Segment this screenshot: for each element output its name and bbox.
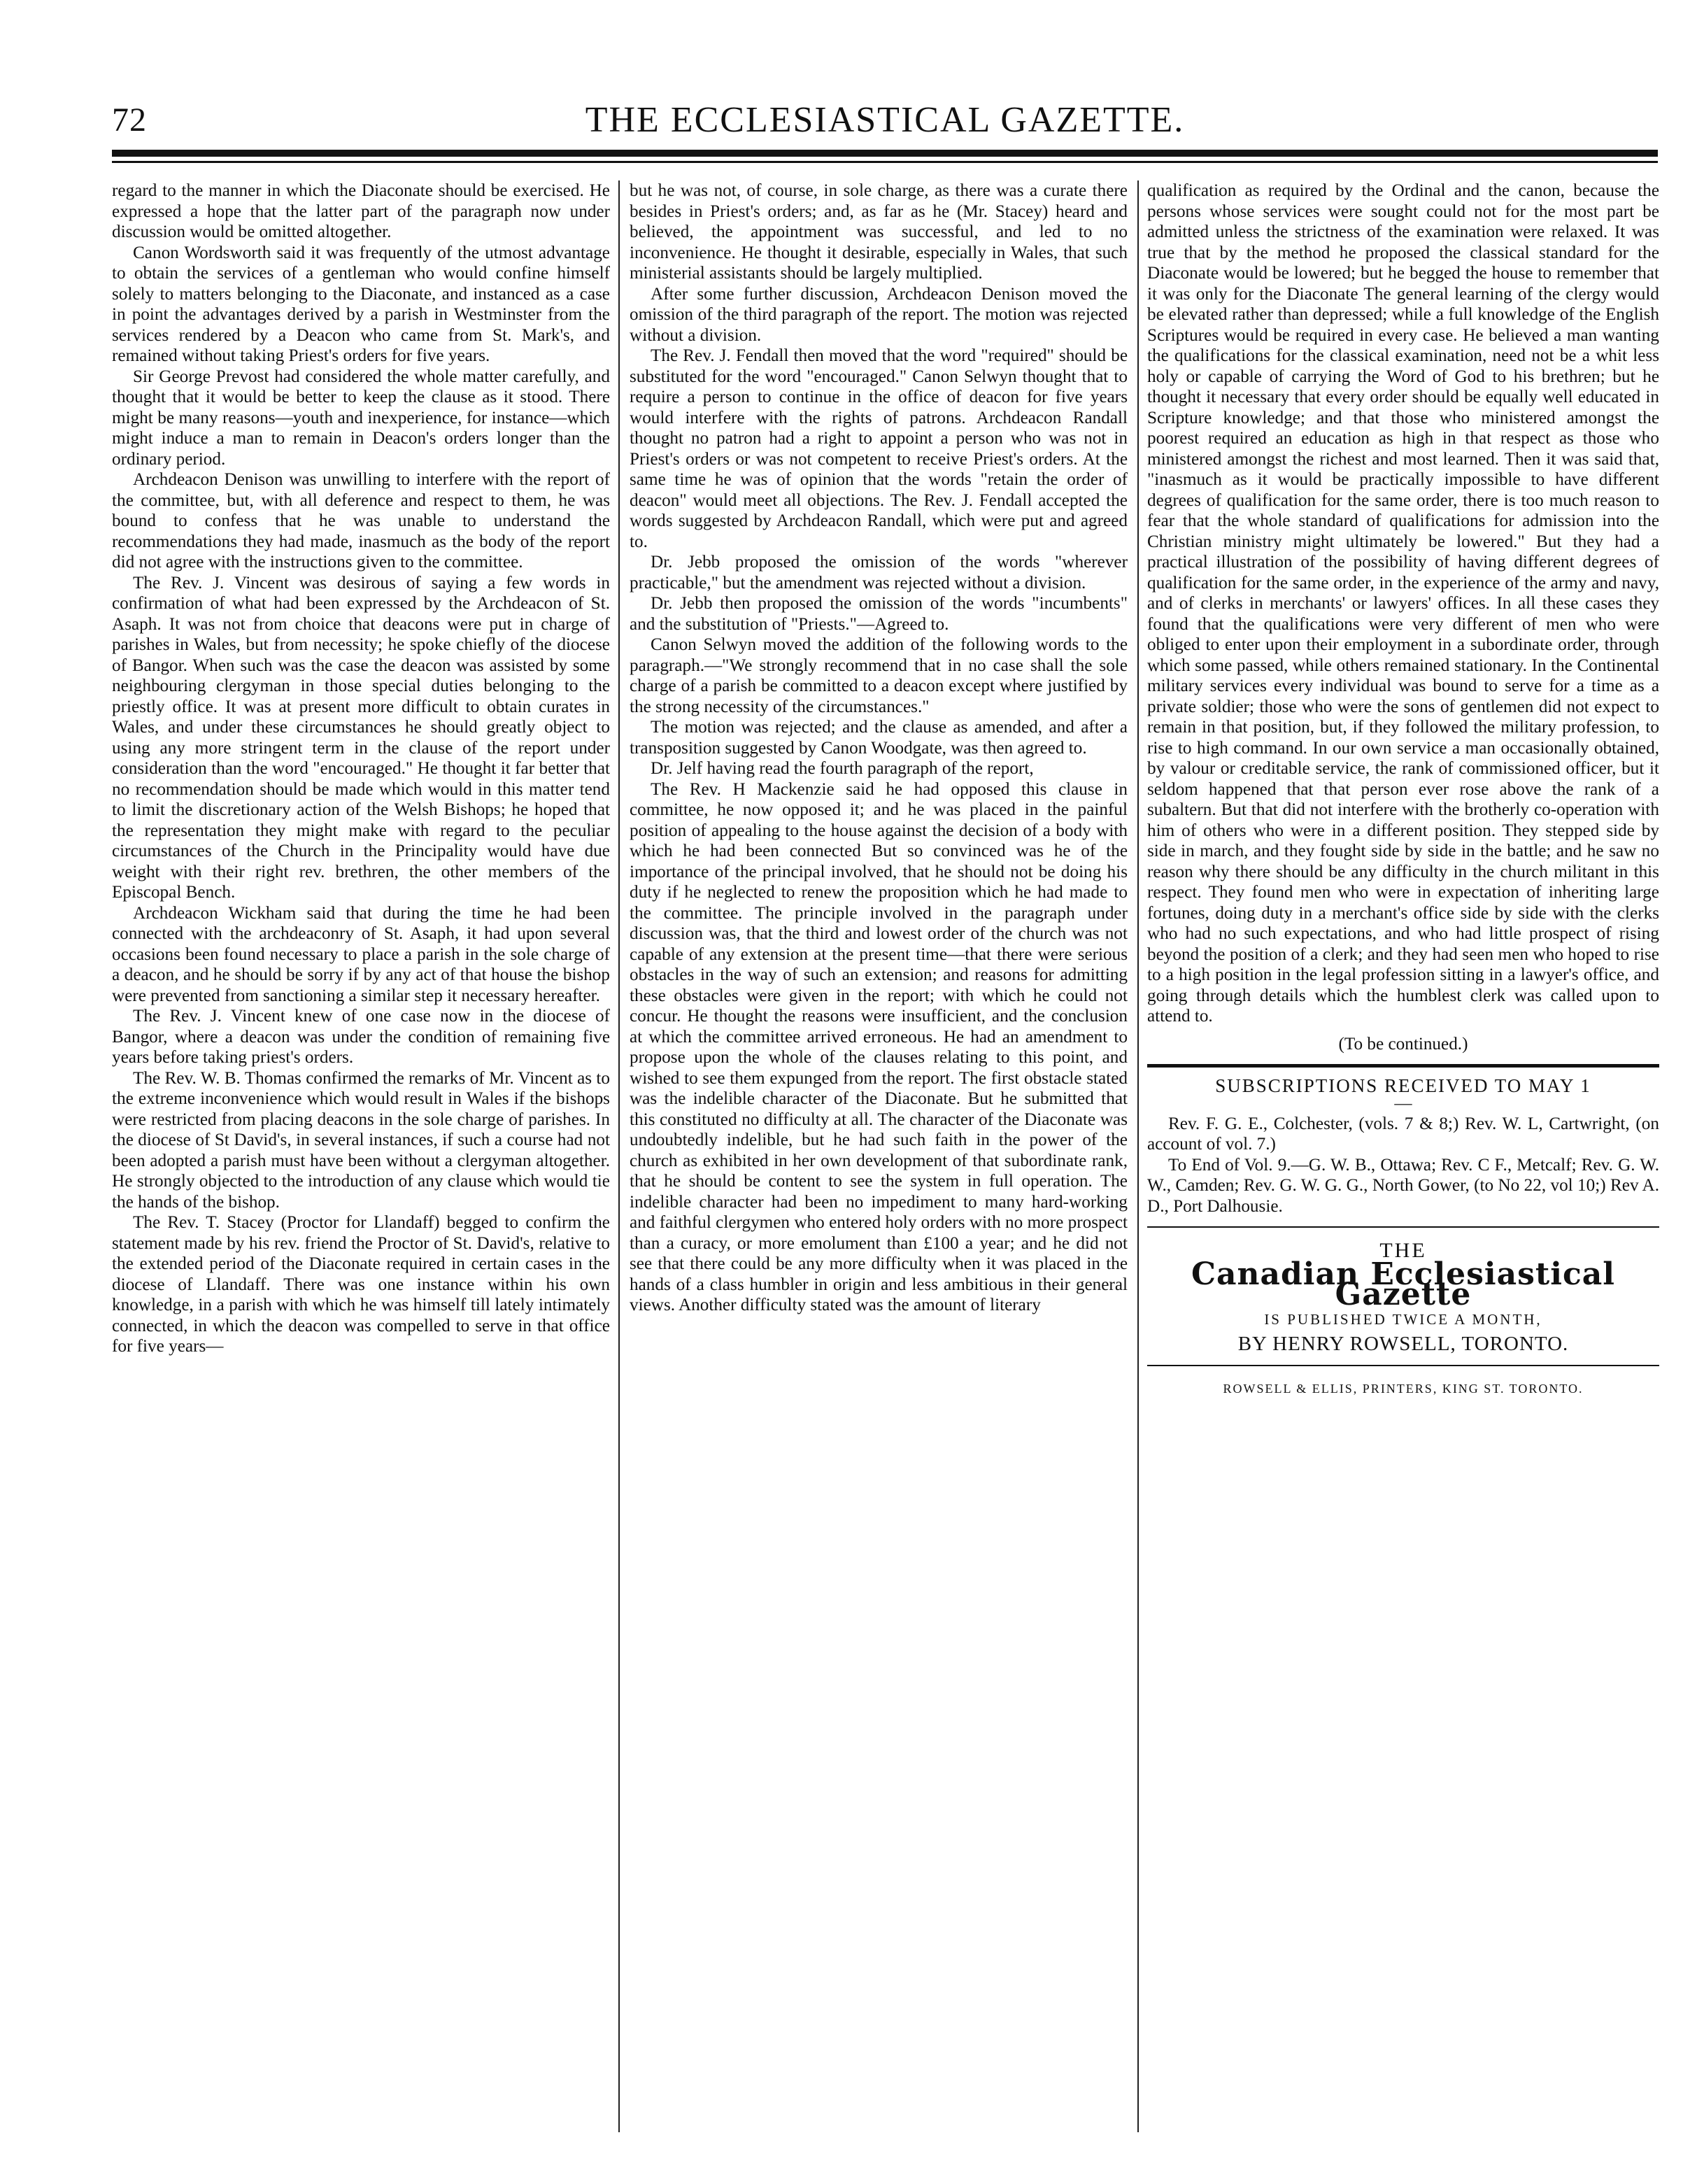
subscription-entry: To End of Vol. 9.—G. W. B., Ottawa; Rev. C F., Metcalf; Rev. G. W. W., Camden; Rev. G. W. G. G., North Gower, (to No 22, vol 10;) Rev A. D., Port Dalhousie. bbox=[1147, 1155, 1659, 1216]
header-rule-thin bbox=[112, 161, 1658, 163]
paragraph: Archdeacon Denison was unwilling to interfere with the report of the committee, but, with all deference and respect to them, he was bound to confess that he was unable to understand the recommendations they had made, inasmuch as the body of the report did not agree with the instructions given to the committee. bbox=[112, 470, 610, 572]
header-rule-thick bbox=[112, 150, 1658, 157]
paragraph: regard to the manner in which the Diaconate should be exercised. He expressed a hope that the latter part of the paragraph now under discussion would be omitted altogether. bbox=[112, 181, 610, 241]
column-divider-left bbox=[618, 180, 620, 2132]
column-middle bbox=[630, 180, 1128, 2153]
page-header bbox=[112, 97, 1658, 146]
paragraph: The Rev. J. Vincent was desirous of saying a few words in confirmation of what had been expressed by the Archdeacon of St. Asaph. It was not from choice that deacons were put in charge of parishes in Wales, but from necessity; he spoke chiefly of the diocese of Bangor. When such was the case the deacon was assisted by some neighbouring clergyman in those special duties belonging to the priestly office. It was at present more difficult to obtain curates in Wales, and under these circumstances he should greatly object to using any more stringent term in the clause of the report under consideration than the word "encouraged." He thought it far better that no recommendation should be made which would in this matter tend to limit the discretionary action of the Welsh Bishops; he hoped that the representation they might make with regard to the peculiar circumstances of the Church in the Principality would have due weight with their right rev. brethren, the other members of the Episcopal Bench. bbox=[112, 573, 610, 902]
column-divider-right bbox=[1137, 180, 1139, 2132]
paragraph: Canon Selwyn moved the addition of the following words to the paragraph.—"We strongly recommend that in no case shall the sole charge of a parish be committed to a deacon except where justified by the strong necessity of the circumstances." bbox=[630, 635, 1128, 716]
subscriptions-heading: SUBSCRIPTIONS RECEIVED TO MAY 1 bbox=[1215, 1075, 1591, 1096]
advert-the: THE bbox=[1379, 1239, 1427, 1262]
advert-title: Canadian Ecclesiastical Gazette bbox=[1191, 1256, 1615, 1312]
column-left bbox=[112, 180, 610, 2153]
section-rule bbox=[1147, 1365, 1659, 1366]
short-dash: — bbox=[1394, 1093, 1412, 1113]
paragraph: Canon Wordsworth said it was frequently of the utmost advantage to obtain the services of a gentleman who would confine himself solely to matters belonging to the Diaconate, and instanced as a case in point the advantages derived by a parish in Westminster from the services rendered by a Deacon who came from St. Mark's, and remained without taking Priest's orders for five years. bbox=[112, 243, 610, 365]
continued-note: (To be continued.) bbox=[1338, 1034, 1468, 1054]
paragraph: Archdeacon Wickham said that during the time he had been connected with the archdeaconry of St. Asaph, it had upon several occasions been found necessary to place a parish in the sole charge of a deacon, and he should be sorry if by any act of that house the bishop were prevented from sanctioning a similar step it necessary hereafter. bbox=[112, 903, 610, 1005]
paragraph: qualification as required by the Ordinal and the canon, because the persons whose services were sought could not for the most part be admitted unless the strictness of the examination were relaxed. It was true that by the method he proposed the classical standard for the Diaconate would be lowered; but he begged the house to remember that it was only for the Diaconate The general learning of the clergy would be elevated rather than depressed; while a full knowledge of the English Scriptures would be required in every case. He believed a man wanting the qualifications for the classical examination, need not be a whit less holy or capable of carrying the Word of God to his brethren; but he thought it necessary that every order should be equally well educated in Scripture knowledge; and that those who ministered amongst the poorest required an education as high in that respect as those who ministered amongst the richest and most learned. Then it was said that, "inasmuch as it would be practically impossible to have different degrees of qualification for the same order, there is too much reason to fear that the whole standard of qualifications for admission into the Christian ministry might ultimately be lowered." But they had a practical illustration of the possibility of having different degrees of qualification for the same order, in the experience of the army and navy, and of clerks in merchants' or lawyers' offices. In all these cases they found that the qualifications were very different of men who were obliged to enter upon their employment in a subordinate order, through which some passed, while others remained stationary. In the Continental military services every individual was bound to serve for a time as a private soldier; those who were the sons of gentlemen did not expect to remain in that position, but, if they followed the military profession, to rise to high command. In our own service a man occasionally obtained, by valour or creditable service, the rank of commissioned officer, but it seldom happened that that person ever rose above the rank of a subaltern. But that did not interfere with the brotherly co-operation with him of others who were in a different position. They stepped side by side in march, and they fought side by side in the battle; and he saw no reason why there should be any difficulty in the church militant in this respect. They found men who were in expectation of inheriting large fortunes, doing duty in a merchant's office side by side with the clerks who had no such expectations, and who had little prospect of rising beyond the position of a clerk; and they had seen men who hoped to rise to a high position in the legal profession sitting in a lawyer's office, and going through details which the humblest clerk was called upon to attend to. bbox=[1147, 181, 1659, 1026]
paragraph: The motion was rejected; and the clause as amended, and after a transposition suggested by Canon Woodgate, was then agreed to. bbox=[630, 718, 1128, 758]
printers-imprint: ROWSELL & ELLIS, PRINTERS, KING ST. TORONTO. bbox=[1223, 1381, 1584, 1396]
column-right bbox=[1147, 180, 1659, 2153]
paragraph: The Rev. J. Fendall then moved that the word "required" should be substituted for the word "encouraged." Canon Selwyn thought that to require a person to continue in the office of deacon for five years would interfere with the rights of patrons. Archdeacon Randall thought no patron had a right to appoint a person who was not in Priest's orders or was not competent to receive Priest's orders. At the same time he was of opinion that the words "retain the order of deacon" would meet all objections. The Rev. J. Fendall accepted the words suggested by Archdeacon Randall, which were put and agreed to. bbox=[630, 346, 1128, 551]
subscription-entry: Rev. F. G. E., Colchester, (vols. 7 & 8;) Rev. W. L, Cartwright, (on account of vol. 7.) bbox=[1147, 1114, 1659, 1154]
paragraph: Dr. Jebb proposed the omission of the words "wherever practicable," but the amendment was rejected without a division. bbox=[630, 553, 1128, 593]
paragraph: The Rev. H Mackenzie said he had opposed this clause in committee, he now opposed it; and he was placed in the painful position of appealing to the house against the decision of a body with which he had been connected But so convinced was he of the importance of the principal involved, that he should not be doing his duty if he neglected to renew the proposition which he had made to the committee. The principle involved in the paragraph under discussion was, that the third and lowest order of the church was not capable of any extension at the present time—that there were serious obstacles in the way of such an extension; and reasons for admitting these obstacles were given in the report; with which he could not concur. He thought the reasons were insufficient, and the conclusion at which the committee arrived erroneous. He had an amendment to propose upon the whole of the clauses relating to this point, and wished to see them expunged from the report. The first obstacle stated was the indelible character of the Diaconate. But he submitted that this constituted no difficulty at all. The character of the Diaconate was undoubtedly indelible, but he had such faith in the power of the church as exhibited in her own development of that subordinate rank, that he should be content to see the system in full operation. The indelible character had been no impediment to many hard-working and faithful clergymen who entered holy orders with no more prospect than a curacy, or more emolument than £100 a year; and he did not see that there could be any more difficulty when it was placed in the hands of a class humbler in origin and less ambitious in their general views. Another difficulty stated was the amount of literary bbox=[630, 779, 1128, 1314]
section-rule bbox=[1147, 1226, 1659, 1228]
masthead-title: THE ECCLESIASTICAL GAZETTE. bbox=[585, 100, 1185, 140]
advert-publisher: BY HENRY ROWSELL, TORONTO. bbox=[1237, 1333, 1569, 1355]
paragraph: but he was not, of course, in sole charge, as there was a curate there besides in Priest's orders; and, as far as he (Mr. Stacey) heard and believed, the appointment was successful, and led to no inconvenience. He thought it desirable, especially in Wales, that such ministerial assistants should be largely multiplied. bbox=[630, 181, 1128, 283]
paragraph: The Rev. T. Stacey (Proctor for Llandaff) begged to confirm the statement made by his rev. friend the Proctor of St. David's, relative to the extended period of the Diaconate required in certain cases in the diocese of Llandaff. There was one instance within his own knowledge, in a parish with which he was himself till lately intimately connected, in which the deacon was compelled to serve in that office for five years— bbox=[112, 1213, 610, 1356]
paragraph: The Rev. J. Vincent knew of one case now in the diocese of Bangor, where a deacon was under the condition of remaining five years before taking priest's orders. bbox=[112, 1007, 610, 1067]
advert-published: IS PUBLISHED TWICE A MONTH, bbox=[1264, 1310, 1542, 1328]
section-rule bbox=[1147, 1064, 1659, 1068]
paragraph: Dr. Jebb then proposed the omission of the words "incumbents" and the substitution of "Priests."—Agreed to. bbox=[630, 594, 1128, 634]
paragraph: After some further discussion, Archdeacon Denison moved the omission of the third paragraph of the report. The motion was rejected without a division. bbox=[630, 284, 1128, 345]
paragraph: Dr. Jelf having read the fourth paragraph of the report, bbox=[651, 759, 1034, 778]
paragraph: The Rev. W. B. Thomas confirmed the remarks of Mr. Vincent as to the extreme inconvenience which would result in Wales if the bishops were restricted from placing deacons in the sole charge of parishes. In the diocese of St David's, in several instances, if such a course had not been adopted a parish must have been without a clergyman altogether. He strongly objected to the introduction of any clause which would tie the hands of the bishop. bbox=[112, 1068, 610, 1212]
paragraph: Sir George Prevost had considered the whole matter carefully, and thought that it would be better to keep the clause as it stood. There might be many reasons—youth and inexperience, for instance—which might induce a man to remain in Deacon's orders longer than the ordinary period. bbox=[112, 367, 610, 469]
page-number: 72 bbox=[112, 101, 147, 139]
